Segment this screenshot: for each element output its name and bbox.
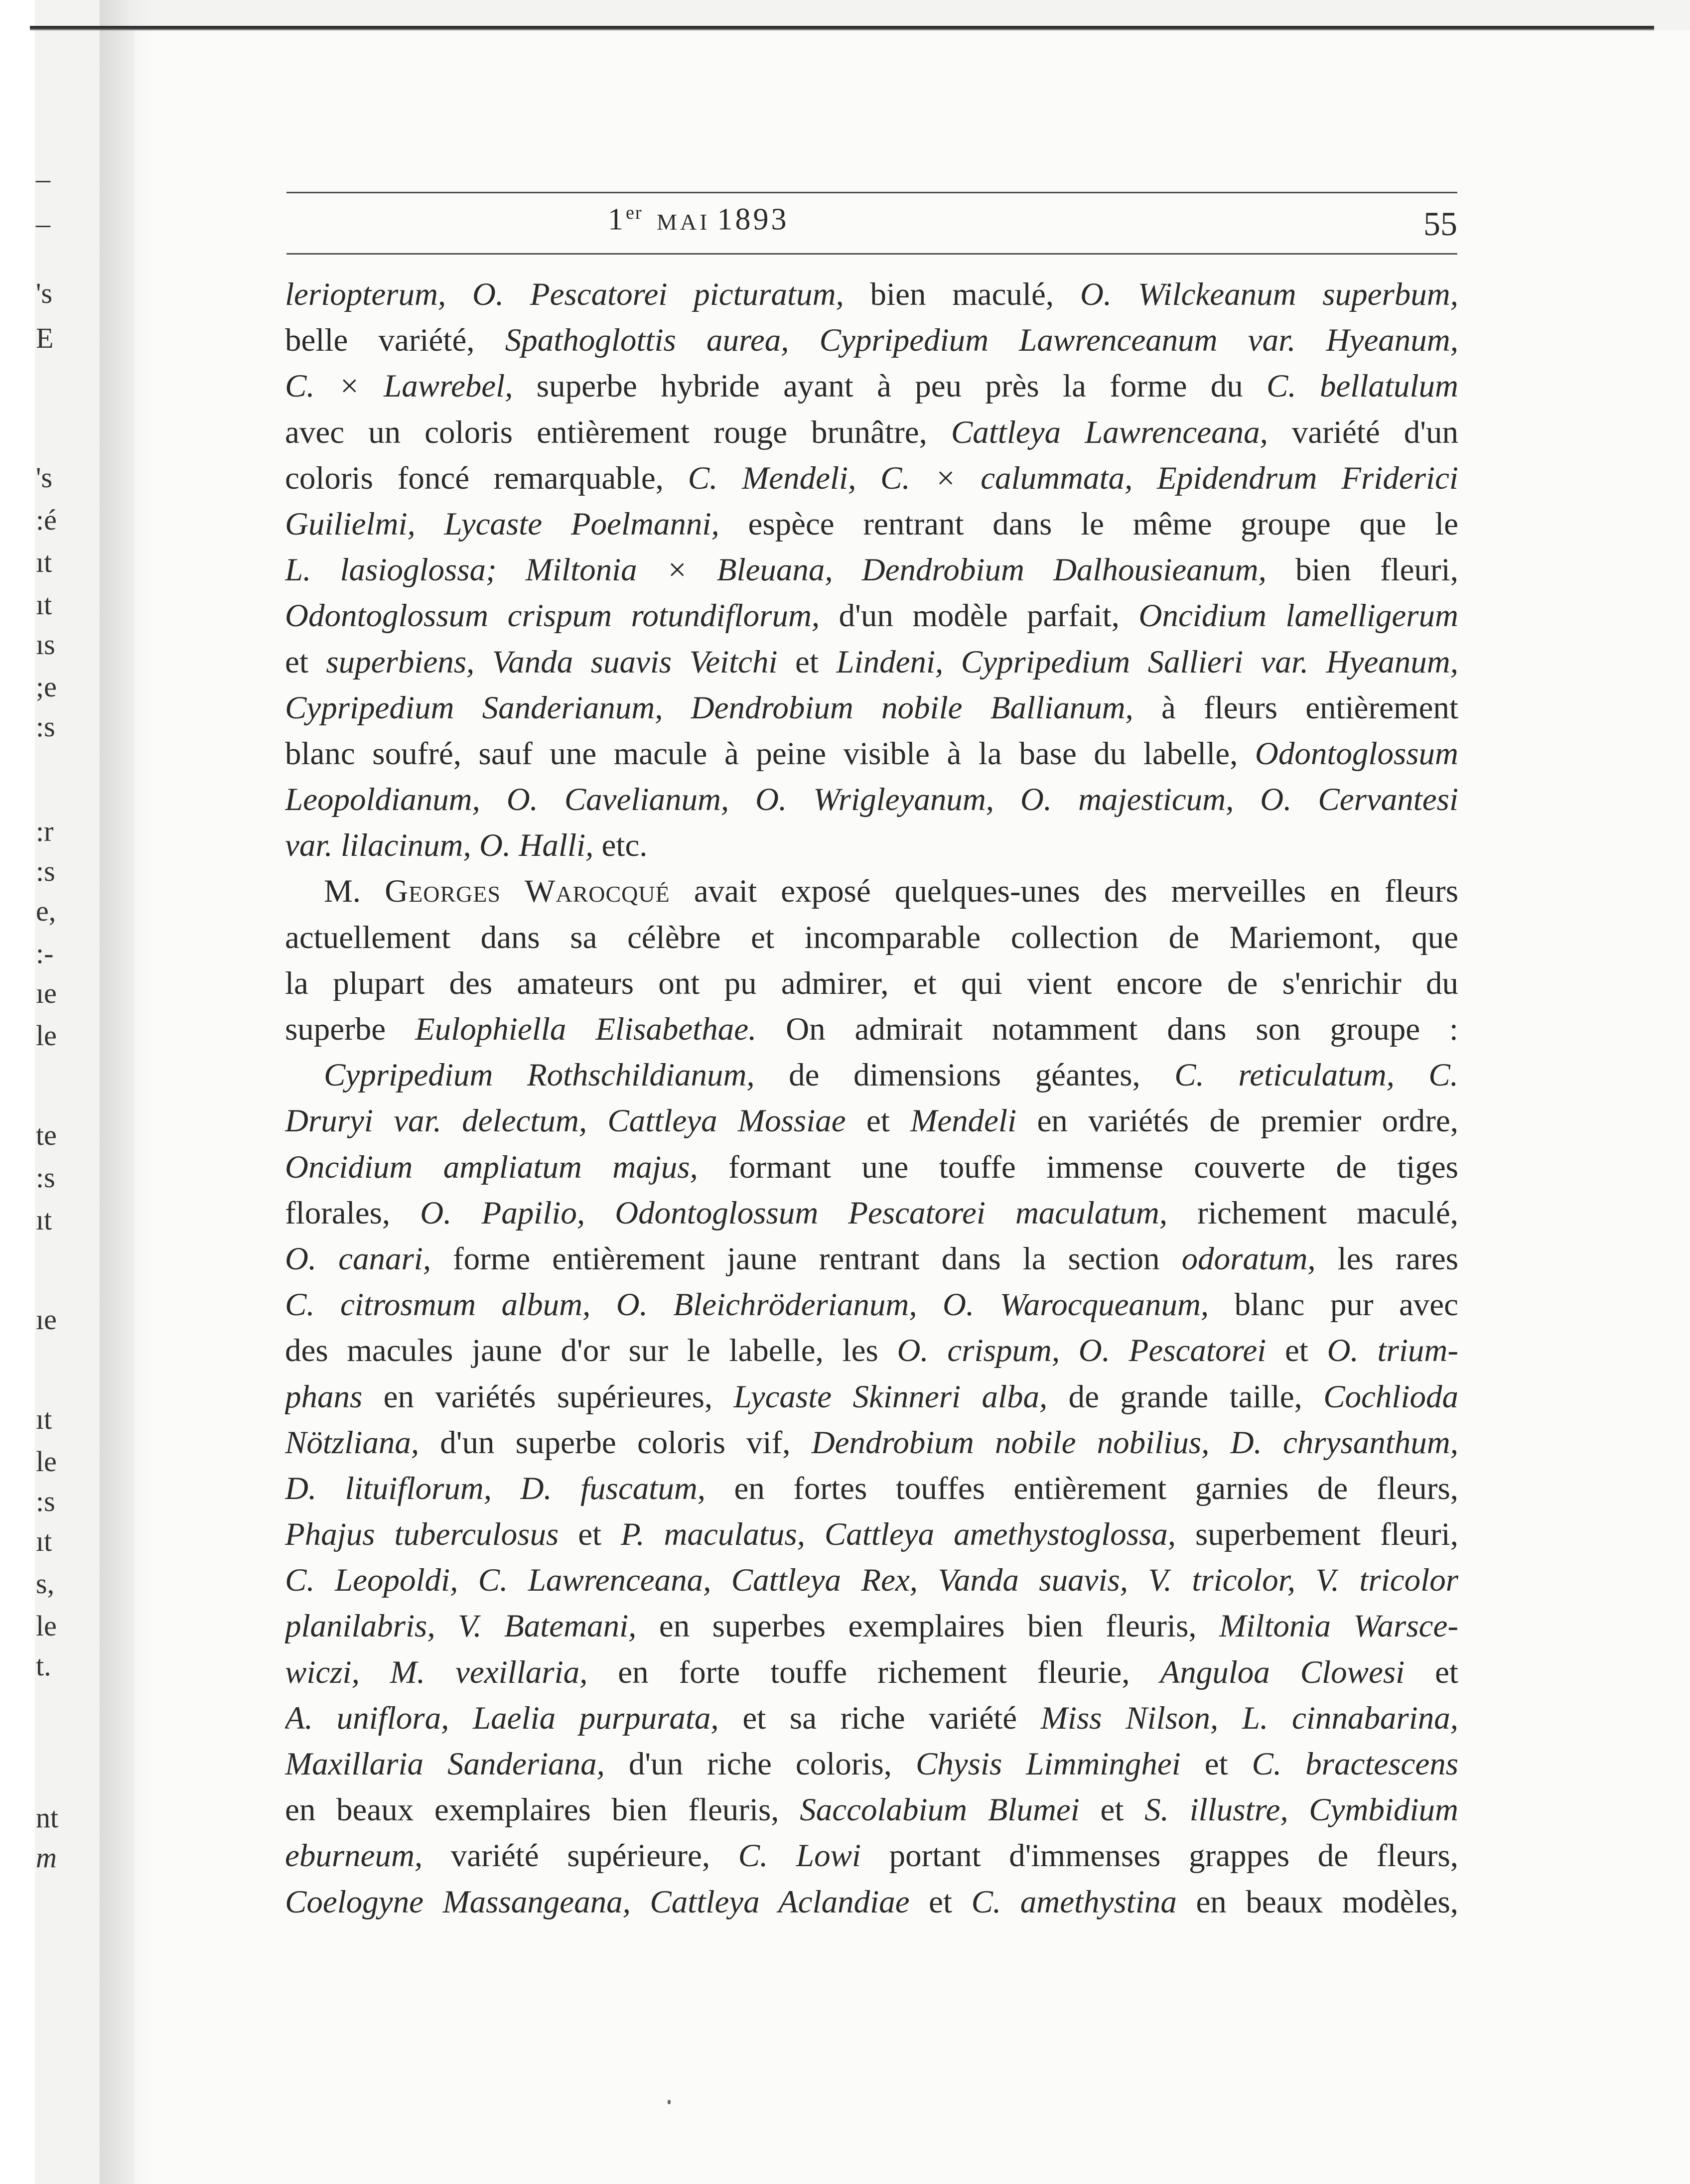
text-line	[285, 272, 1458, 317]
species-name: wiczi, M. vexillaria,	[285, 1654, 588, 1690]
species-name: Coelogyne Massangeana, Cattleya Aclandiae	[285, 1884, 910, 1920]
text-run: en fortes touffes entièrement garnies de fleurs,	[705, 1470, 1458, 1506]
species-name: Lindeni, Cypripedium Sallieri var. Hyeanum,	[836, 644, 1458, 680]
text-run: portant d'immenses grappes de fleurs,	[861, 1838, 1458, 1874]
facing-page-fragment: :-	[36, 937, 54, 969]
page-top-edge	[30, 26, 1654, 31]
text-run: et	[1079, 1792, 1145, 1828]
species-name: Nötzliana,	[285, 1424, 420, 1461]
species-name: odoratum,	[1181, 1240, 1316, 1277]
species-name: C. bellatulum	[1267, 368, 1458, 405]
text-line	[285, 455, 1458, 501]
text-line	[285, 593, 1458, 639]
facing-page-fragment: nt	[36, 1801, 59, 1834]
species-name: Cattleya Lawrenceana,	[951, 414, 1268, 450]
text-run: bien fleuri,	[1266, 552, 1458, 588]
species-name: C. amethystina	[971, 1884, 1177, 1920]
text-line	[285, 1144, 1458, 1190]
text-run: forme entièrement jaune rentrant dans la section	[431, 1240, 1182, 1277]
text-run: les rares	[1315, 1240, 1458, 1277]
text-run: avait exposé quelques-unes des merveilles en fleurs	[670, 873, 1458, 910]
text-run: des macules jaune d'or sur le labelle, les	[285, 1333, 897, 1369]
text-line	[285, 1741, 1458, 1787]
facing-page-fragment: te	[36, 1119, 57, 1151]
species-name: planilabris, V. Batemani,	[285, 1608, 637, 1644]
text-run: et sa riche variété	[718, 1700, 1041, 1736]
facing-page-fragment: ıt	[36, 588, 52, 621]
species-name: C. Lowi	[738, 1838, 861, 1874]
text-line	[285, 777, 1458, 822]
text-line	[285, 1420, 1458, 1466]
body-text	[285, 272, 1458, 1925]
text-run: la plupart des amateurs ont pu admirer, et qui vient encore de s'enrichir du	[285, 965, 1458, 1001]
species-name: O. Papilio, Odontoglossum Pescatorei maculatum,	[420, 1195, 1168, 1231]
facing-page-fragment: le	[36, 1019, 57, 1052]
text-line	[285, 1695, 1458, 1741]
text-line	[285, 317, 1458, 363]
species-name: P. maculatus, Cattleya amethystoglossa,	[621, 1516, 1176, 1553]
text-line	[285, 1006, 1458, 1052]
species-name: Oncidium lamelligerum	[1138, 598, 1458, 634]
species-name: Leopoldianum, O. Cavelianum, O. Wrigleyanum, O. majesticum, O. Cervantesi	[285, 782, 1458, 818]
species-name: O. crispum, O. Pescatorei	[897, 1333, 1267, 1369]
text-run: d'un riche coloris,	[604, 1746, 916, 1782]
text-run: et	[777, 644, 837, 680]
text-run: superbe hybride ayant à peu près la forme du	[513, 368, 1267, 405]
header-rule-bottom	[286, 253, 1457, 255]
species-name: Eulophiella Elisabethae.	[415, 1011, 757, 1047]
text-run: On admirait notamment dans son groupe :	[756, 1011, 1458, 1047]
species-name: Cypripedium Rothschildianum,	[324, 1057, 755, 1093]
species-name: C. bractescens	[1252, 1746, 1458, 1782]
text-run: en forte touffe richement fleurie,	[587, 1654, 1160, 1690]
text-run: de grande taille,	[1047, 1378, 1324, 1415]
species-name: Phajus tuberculosus	[285, 1516, 559, 1553]
facing-page-fragment: le	[36, 1610, 57, 1642]
text-run: variété d'un	[1268, 414, 1458, 450]
text-run: actuellement dans sa célèbre et incomparable collection de Mariemont, que	[285, 919, 1458, 956]
text-run: en beaux modèles,	[1176, 1884, 1458, 1920]
facing-page-fragment: :s	[36, 855, 55, 887]
species-name: phans	[285, 1378, 363, 1415]
facing-page-fragment: ıt	[36, 1403, 52, 1435]
text-run: d'un modèle parfait,	[820, 598, 1139, 634]
species-name: Chysis Limminghei	[915, 1746, 1181, 1782]
text-run: richement maculé,	[1167, 1195, 1458, 1231]
species-name: Oncidium ampliatum majus,	[285, 1149, 698, 1185]
date-ordinal: er	[626, 202, 643, 223]
text-line	[285, 731, 1458, 777]
person-name: Georges Warocqué	[385, 873, 670, 910]
species-name: Saccolabium Blumei	[800, 1792, 1080, 1828]
facing-page-fragment: 's	[36, 461, 53, 494]
species-name: Miss Nilson, L. cinnabarina,	[1040, 1700, 1458, 1736]
species-name: C. × Lawrebel,	[285, 368, 513, 405]
species-name: Guilielmi, Lycaste Poelmanni,	[285, 506, 719, 542]
facing-page-fragment: 's	[36, 277, 53, 309]
running-header-date	[608, 202, 1206, 238]
text-line	[285, 1466, 1458, 1511]
species-name: C. Leopoldi, C. Lawrenceana, Cattleya Rex, Vanda suavis, V. tricolor, V. tricolor	[285, 1562, 1458, 1599]
species-name: Dendrobium nobile nobilius, D. chrysanthum,	[811, 1424, 1458, 1461]
text-line	[285, 639, 1458, 685]
text-run: etc.	[593, 827, 648, 864]
binding-shadow	[100, 0, 154, 2184]
species-name: Lycaste Skinneri alba,	[733, 1378, 1048, 1415]
species-name: eburneum,	[285, 1838, 423, 1874]
text-line	[285, 1374, 1458, 1420]
text-run: et	[1266, 1333, 1327, 1369]
species-name: C. reticulatum, C.	[1174, 1057, 1458, 1093]
text-line	[285, 363, 1458, 409]
text-line	[285, 1098, 1458, 1144]
species-name: Odontoglossum crispum rotundiflorum,	[285, 598, 820, 634]
facing-page-fragment: t.	[36, 1649, 51, 1682]
text-run: et	[909, 1884, 972, 1920]
text-line	[285, 1328, 1458, 1373]
text-run: M.	[324, 873, 385, 910]
text-run: en beaux exemplaires bien fleuris,	[285, 1792, 800, 1828]
species-name: Odontoglossum	[1255, 735, 1458, 772]
date-year: 1893	[717, 202, 789, 237]
species-name: Cochlioda	[1323, 1378, 1458, 1415]
text-line	[285, 501, 1458, 547]
text-run: en superbes exemplaires bien fleuris,	[636, 1608, 1220, 1644]
text-line	[285, 1190, 1458, 1236]
text-run: variété supérieure,	[422, 1838, 738, 1874]
text-run: en variétés supérieures,	[362, 1378, 734, 1415]
text-line	[285, 1787, 1458, 1833]
text-line	[285, 1511, 1458, 1557]
date-month: MAI	[657, 209, 710, 235]
facing-page-fragment: ;e	[36, 671, 57, 703]
header-rule-top	[286, 192, 1457, 193]
facing-page-fragment: :s	[36, 1161, 55, 1194]
text-line	[285, 1236, 1458, 1282]
facing-page-fragment: le	[36, 1445, 57, 1478]
text-run: florales,	[285, 1195, 421, 1231]
text-line	[285, 960, 1458, 1006]
facing-page-fragment: E	[36, 322, 54, 354]
text-run: superbement fleuri,	[1176, 1516, 1458, 1553]
scan-speck	[668, 2100, 671, 2104]
facing-page-fragment: ıe	[36, 1303, 57, 1336]
species-name: Miltonia Warsce-	[1219, 1608, 1458, 1644]
facing-page-fragment: ıe	[36, 977, 57, 1009]
text-run: formant une touffe immense couverte de tiges	[698, 1149, 1458, 1185]
species-name: Spathoglottis aurea, Cypripedium Lawrenceanum var. Hyeanum,	[505, 322, 1458, 359]
species-name: O. canari,	[285, 1240, 431, 1277]
facing-page-fragment: :s	[36, 710, 55, 743]
facing-page-fragment: ıt	[36, 546, 52, 578]
page-number: 55	[1423, 205, 1457, 243]
species-name: Anguloa Clowesi	[1160, 1654, 1405, 1690]
facing-page-fragment: :s	[36, 1485, 55, 1517]
facing-page-fragment: :r	[36, 815, 54, 847]
text-run: blanc pur avec	[1209, 1287, 1458, 1323]
facing-page-fragment: ıt	[36, 1525, 52, 1557]
species-name: O. Wilckeanum superbum,	[1080, 276, 1458, 312]
species-name: L. lasioglossa; Miltonia × Bleuana, Dendrobium Dalhousieanum,	[285, 552, 1267, 588]
species-name: Cypripedium Sanderianum, Dendrobium nobile Ballianum,	[285, 689, 1133, 726]
species-name: Druryi var. delectum, Cattleya Mossiae	[285, 1103, 846, 1139]
date-day: 1	[608, 202, 626, 237]
text-run: à fleurs entièrement	[1133, 689, 1458, 726]
facing-page-fragment: :é	[36, 504, 57, 536]
facing-page-fragment: ıs	[36, 628, 55, 661]
text-run: et	[285, 644, 326, 680]
text-run: bien maculé,	[844, 276, 1080, 312]
species-name: C. Mendeli, C. × calummata, Epidendrum Friderici	[688, 460, 1458, 496]
text-line	[285, 868, 1458, 914]
facing-page-fragment: s,	[36, 1567, 55, 1600]
text-line	[285, 822, 1458, 868]
text-line	[285, 1282, 1458, 1328]
text-line	[285, 1649, 1458, 1695]
text-run: et	[1180, 1746, 1252, 1782]
text-run: coloris foncé remarquable,	[285, 460, 688, 496]
text-run: en variétés de premier ordre,	[1016, 1103, 1458, 1139]
species-name: S. illustre, Cymbidium	[1144, 1792, 1458, 1828]
text-line	[285, 1557, 1458, 1603]
text-line	[285, 915, 1458, 960]
facing-page-fragment: –	[36, 207, 50, 240]
facing-page-fragment: ıt	[36, 1204, 52, 1236]
text-run: belle variété,	[285, 322, 505, 359]
species-name: leriopterum, O. Pescatorei picturatum,	[285, 276, 844, 312]
text-line	[285, 1879, 1458, 1925]
species-name: Mendeli	[910, 1103, 1017, 1139]
text-run: d'un superbe coloris vif,	[419, 1424, 812, 1461]
facing-page-edge	[0, 0, 35, 2184]
text-run: espèce rentrant dans le même groupe que le	[719, 506, 1458, 542]
facing-page-fragment: –	[36, 162, 50, 195]
text-line	[285, 547, 1458, 593]
text-run: et	[845, 1103, 911, 1139]
species-name: superbiens, Vanda suavis Veitchi	[326, 644, 778, 680]
text-line	[285, 685, 1458, 731]
text-run: avec un coloris entièrement rouge brunâtre,	[285, 414, 951, 450]
text-line	[285, 1052, 1458, 1098]
text-line	[285, 410, 1458, 455]
species-name: A. uniflora, Laelia purpurata,	[285, 1700, 719, 1736]
species-name: Maxillaria Sanderiana,	[285, 1746, 605, 1782]
text-line	[285, 1833, 1458, 1879]
text-run: et	[1405, 1654, 1458, 1690]
species-name: D. lituiflorum, D. fuscatum,	[285, 1470, 706, 1506]
text-run: et	[559, 1516, 621, 1553]
facing-page-fragment: e,	[36, 895, 56, 927]
text-run: superbe	[285, 1011, 416, 1047]
species-name: var. lilacinum, O. Halli,	[285, 827, 594, 864]
species-name: C. citrosmum album, O. Bleichröderianum, O. Warocqueanum,	[285, 1287, 1209, 1323]
text-run: de dimensions géantes,	[754, 1057, 1175, 1093]
species-name: O. trium-	[1327, 1333, 1458, 1369]
facing-page-fragment: m	[36, 1841, 57, 1874]
text-run: blanc soufré, sauf une macule à peine visible à la base du labelle,	[285, 735, 1255, 772]
text-line	[285, 1603, 1458, 1649]
